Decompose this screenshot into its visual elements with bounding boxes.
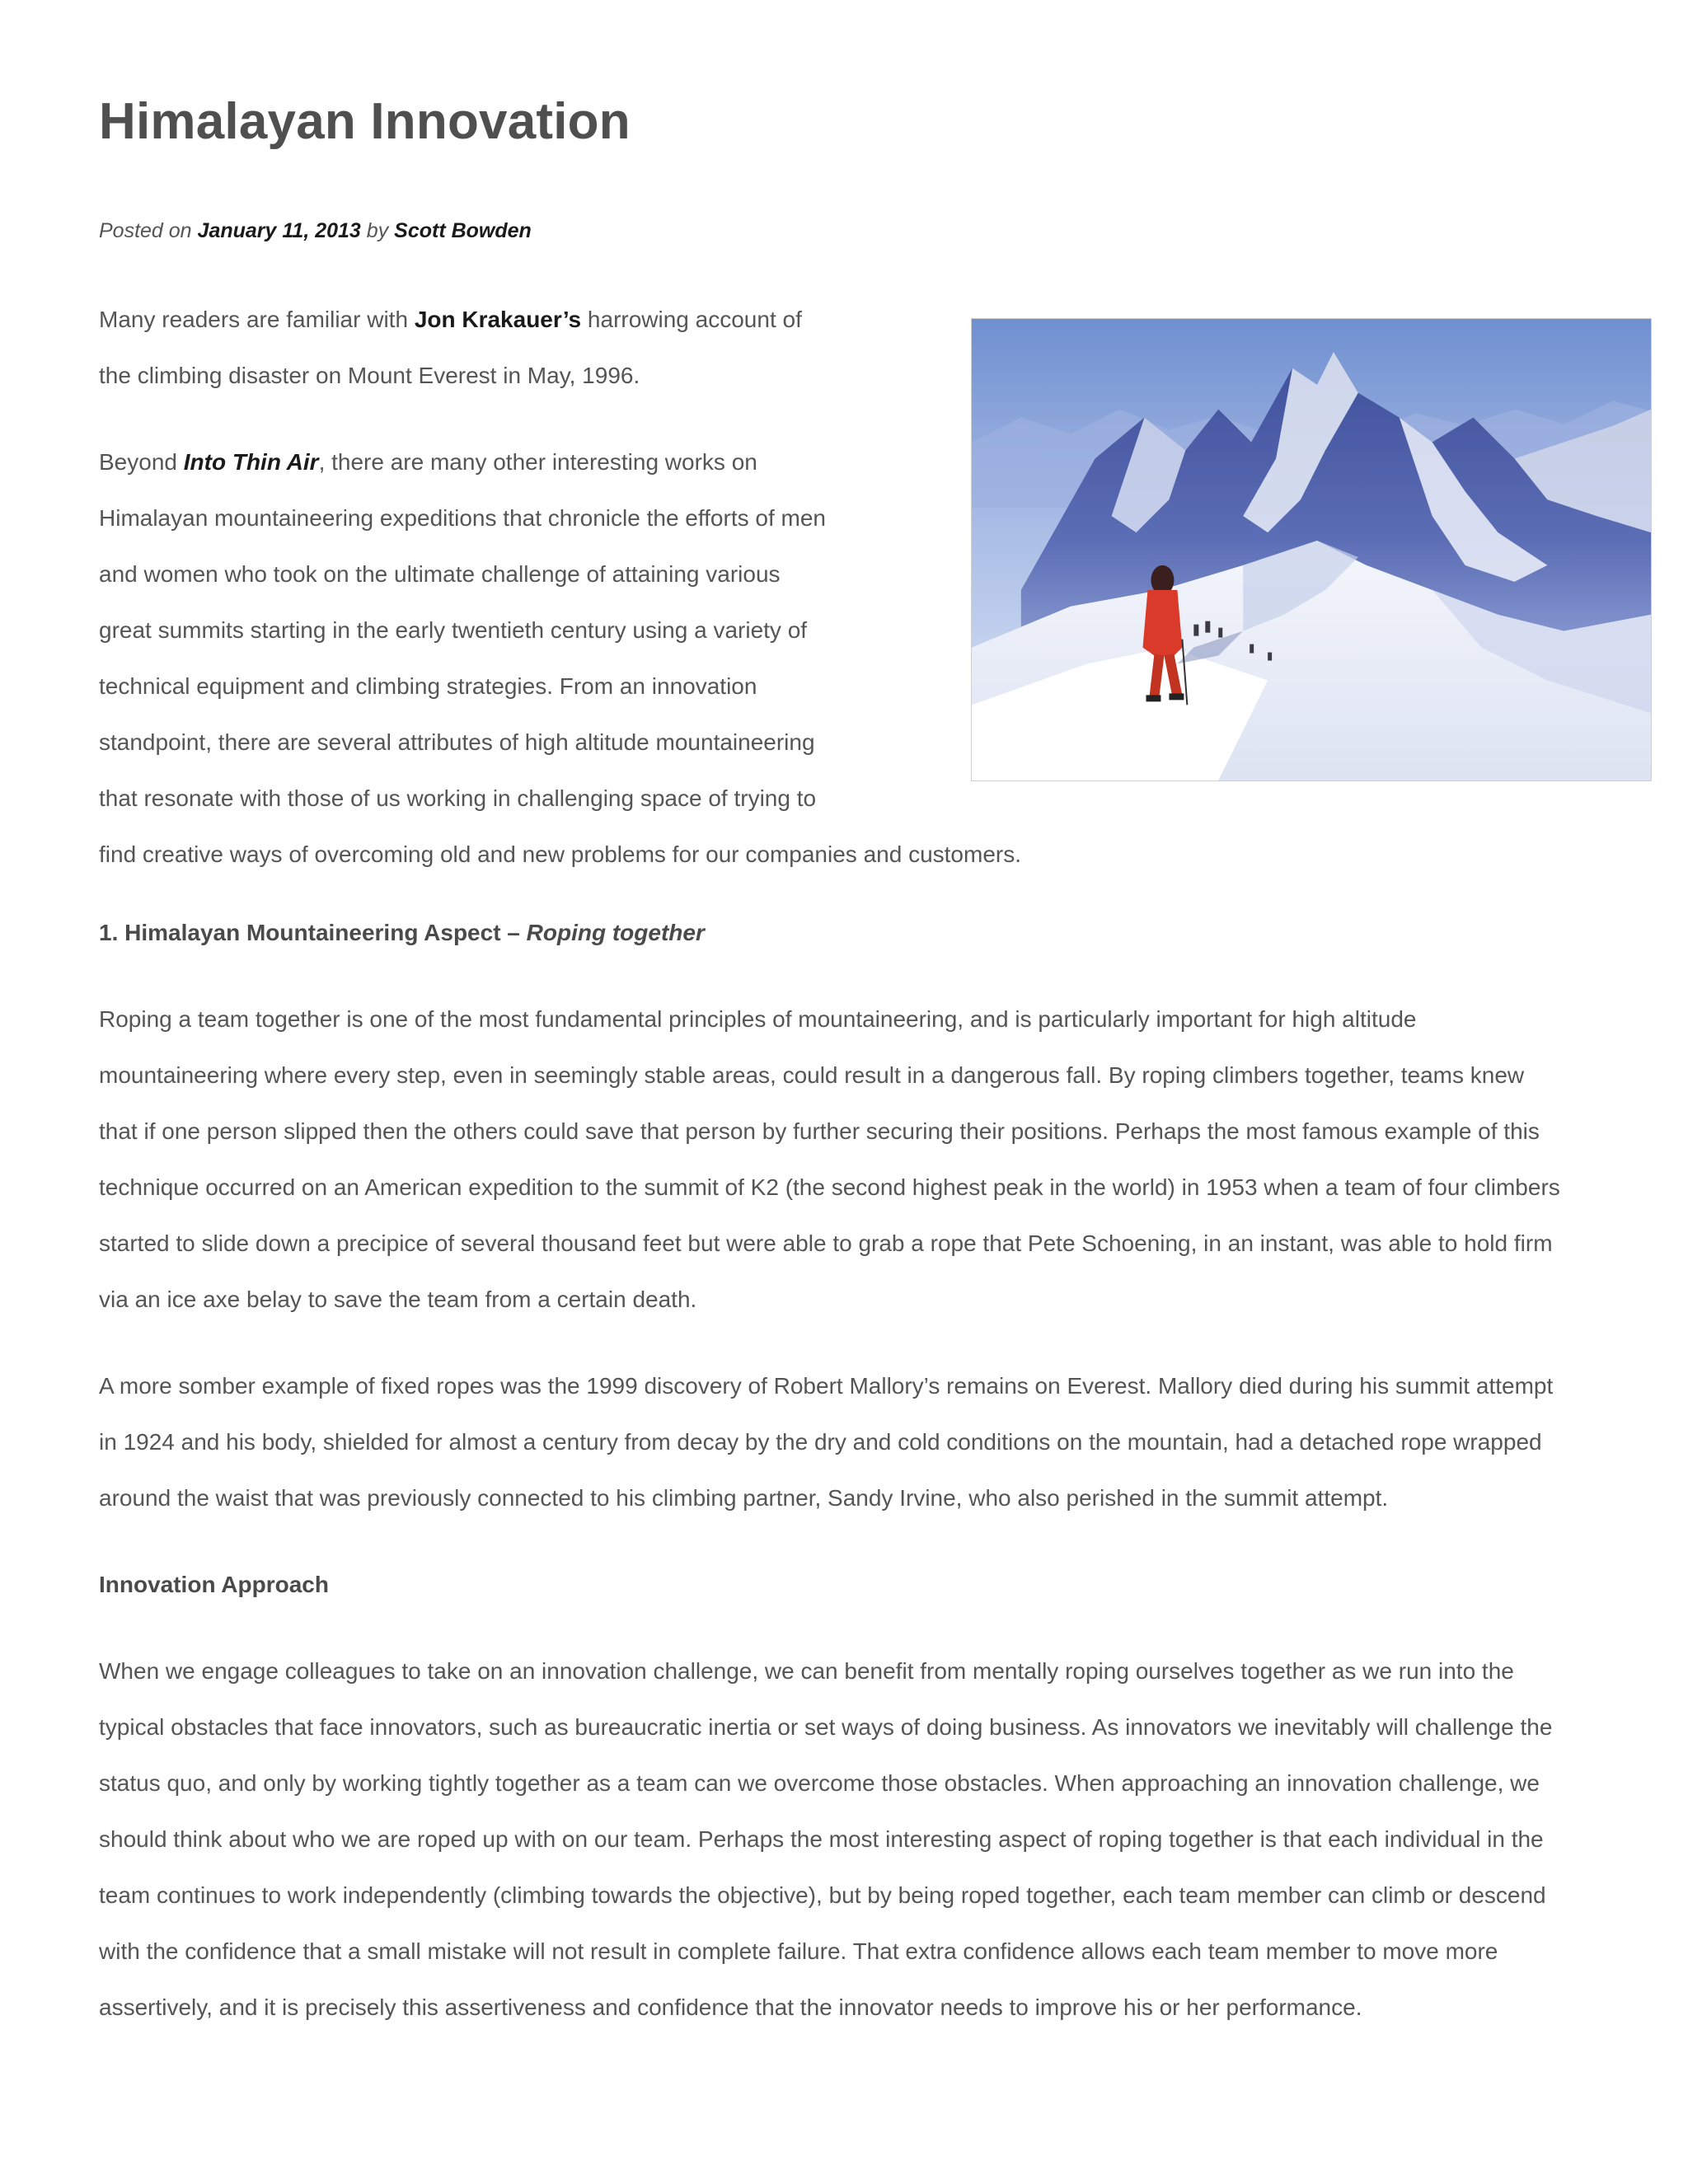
everest-climber-photo: [971, 318, 1652, 781]
innovation-paragraph: When we engage colleagues to take on an innovation challenge, we can benefit from mentally roping ourselves together as we run into the typical obstacles that face innovators, such as bureaucratic inertia or set ways of doing business. As innovators we inevitably will challenge the status quo, and only by working tightly together as a team can we overcome those obstacles. When approaching an innovation challenge, we should think about who we are roped up with on our team. Perhaps the most interesting aspect of roping together is that each individual in the team continues to work independently (climbing towards the objective), but by being roped together, each team member can climb or descend with the confidence that a small mistake will not result in complete failure. That extra confidence allows each team member to move more assertively, and it is precisely this assertiveness and confidence that the innovator needs to improve his or her performance.: [99, 1658, 1553, 2020]
section-heading-innovation: Innovation Approach: [99, 1572, 329, 1597]
author-link[interactable]: Scott Bowden: [394, 219, 532, 242]
section-heading-roping: 1. Himalayan Mountaineering Aspect – Roping together: [99, 920, 705, 945]
post-date-link[interactable]: January 11, 2013: [197, 219, 361, 242]
main-content: [99, 905, 1582, 2036]
posted-on-label: Posted on: [99, 219, 192, 242]
page-title: Himalayan Innovation: [99, 93, 631, 150]
intro-paragraph-1: Many readers are familiar with Jon Krakauer’s harrowing account of the climbing disaster on Mount Everest in May, 1996.: [99, 307, 802, 388]
book-title: Into Thin Air: [183, 449, 319, 475]
mountain-illustration: [972, 319, 1651, 780]
intro-section: [99, 292, 1021, 883]
mallory-paragraph: A more somber example of fixed ropes was the 1999 discovery of Robert Mallory’s remains on Everest. Mallory died during his summit attempt in 1924 and his body, shielded for almost a century from decay by the dry and cold conditions on the mountain, had a detached rope wrapped around the waist that was previously connected to his climbing partner, Sandy Irvine, who also perished in the summit attempt.: [99, 1373, 1554, 1511]
intro-paragraph-2: Beyond Into Thin Air, there are many other interesting works on Himalayan mountaineering expeditions that chronicle the efforts of men and women who took on the ultimate challenge of attaining various great summits starting in the early twentieth century using a variety of technical equipment and climbing strategies. From an innovation standpoint, there are several attributes of high altitude mountaineering that resonate with those of us working in challenging space of trying to find creative ways of overcoming old and new problems for our companies and customers.: [99, 449, 1021, 867]
krakauer-name: Jon Krakauer’s: [414, 307, 582, 332]
post-meta: [99, 219, 532, 243]
by-label: by: [366, 219, 389, 242]
roping-paragraph: Roping a team together is one of the most fundamental principles of mountaineering, and is particularly important for high altitude mountaineering where every step, even in seemingly stable areas, could result in a dangerous fall. By roping climbers together, teams knew that if one person slipped then the others could save that person by further securing their positions. Perhaps the most famous example of this technique occurred on an American expedition to the summit of K2 (the second highest peak in the world) in 1953 when a team of four climbers started to slide down a precipice of several thousand feet but were able to grab a rope that Pete Schoening, in an instant, was able to hold firm via an ice axe belay to save the team from a certain death.: [99, 1006, 1560, 1312]
